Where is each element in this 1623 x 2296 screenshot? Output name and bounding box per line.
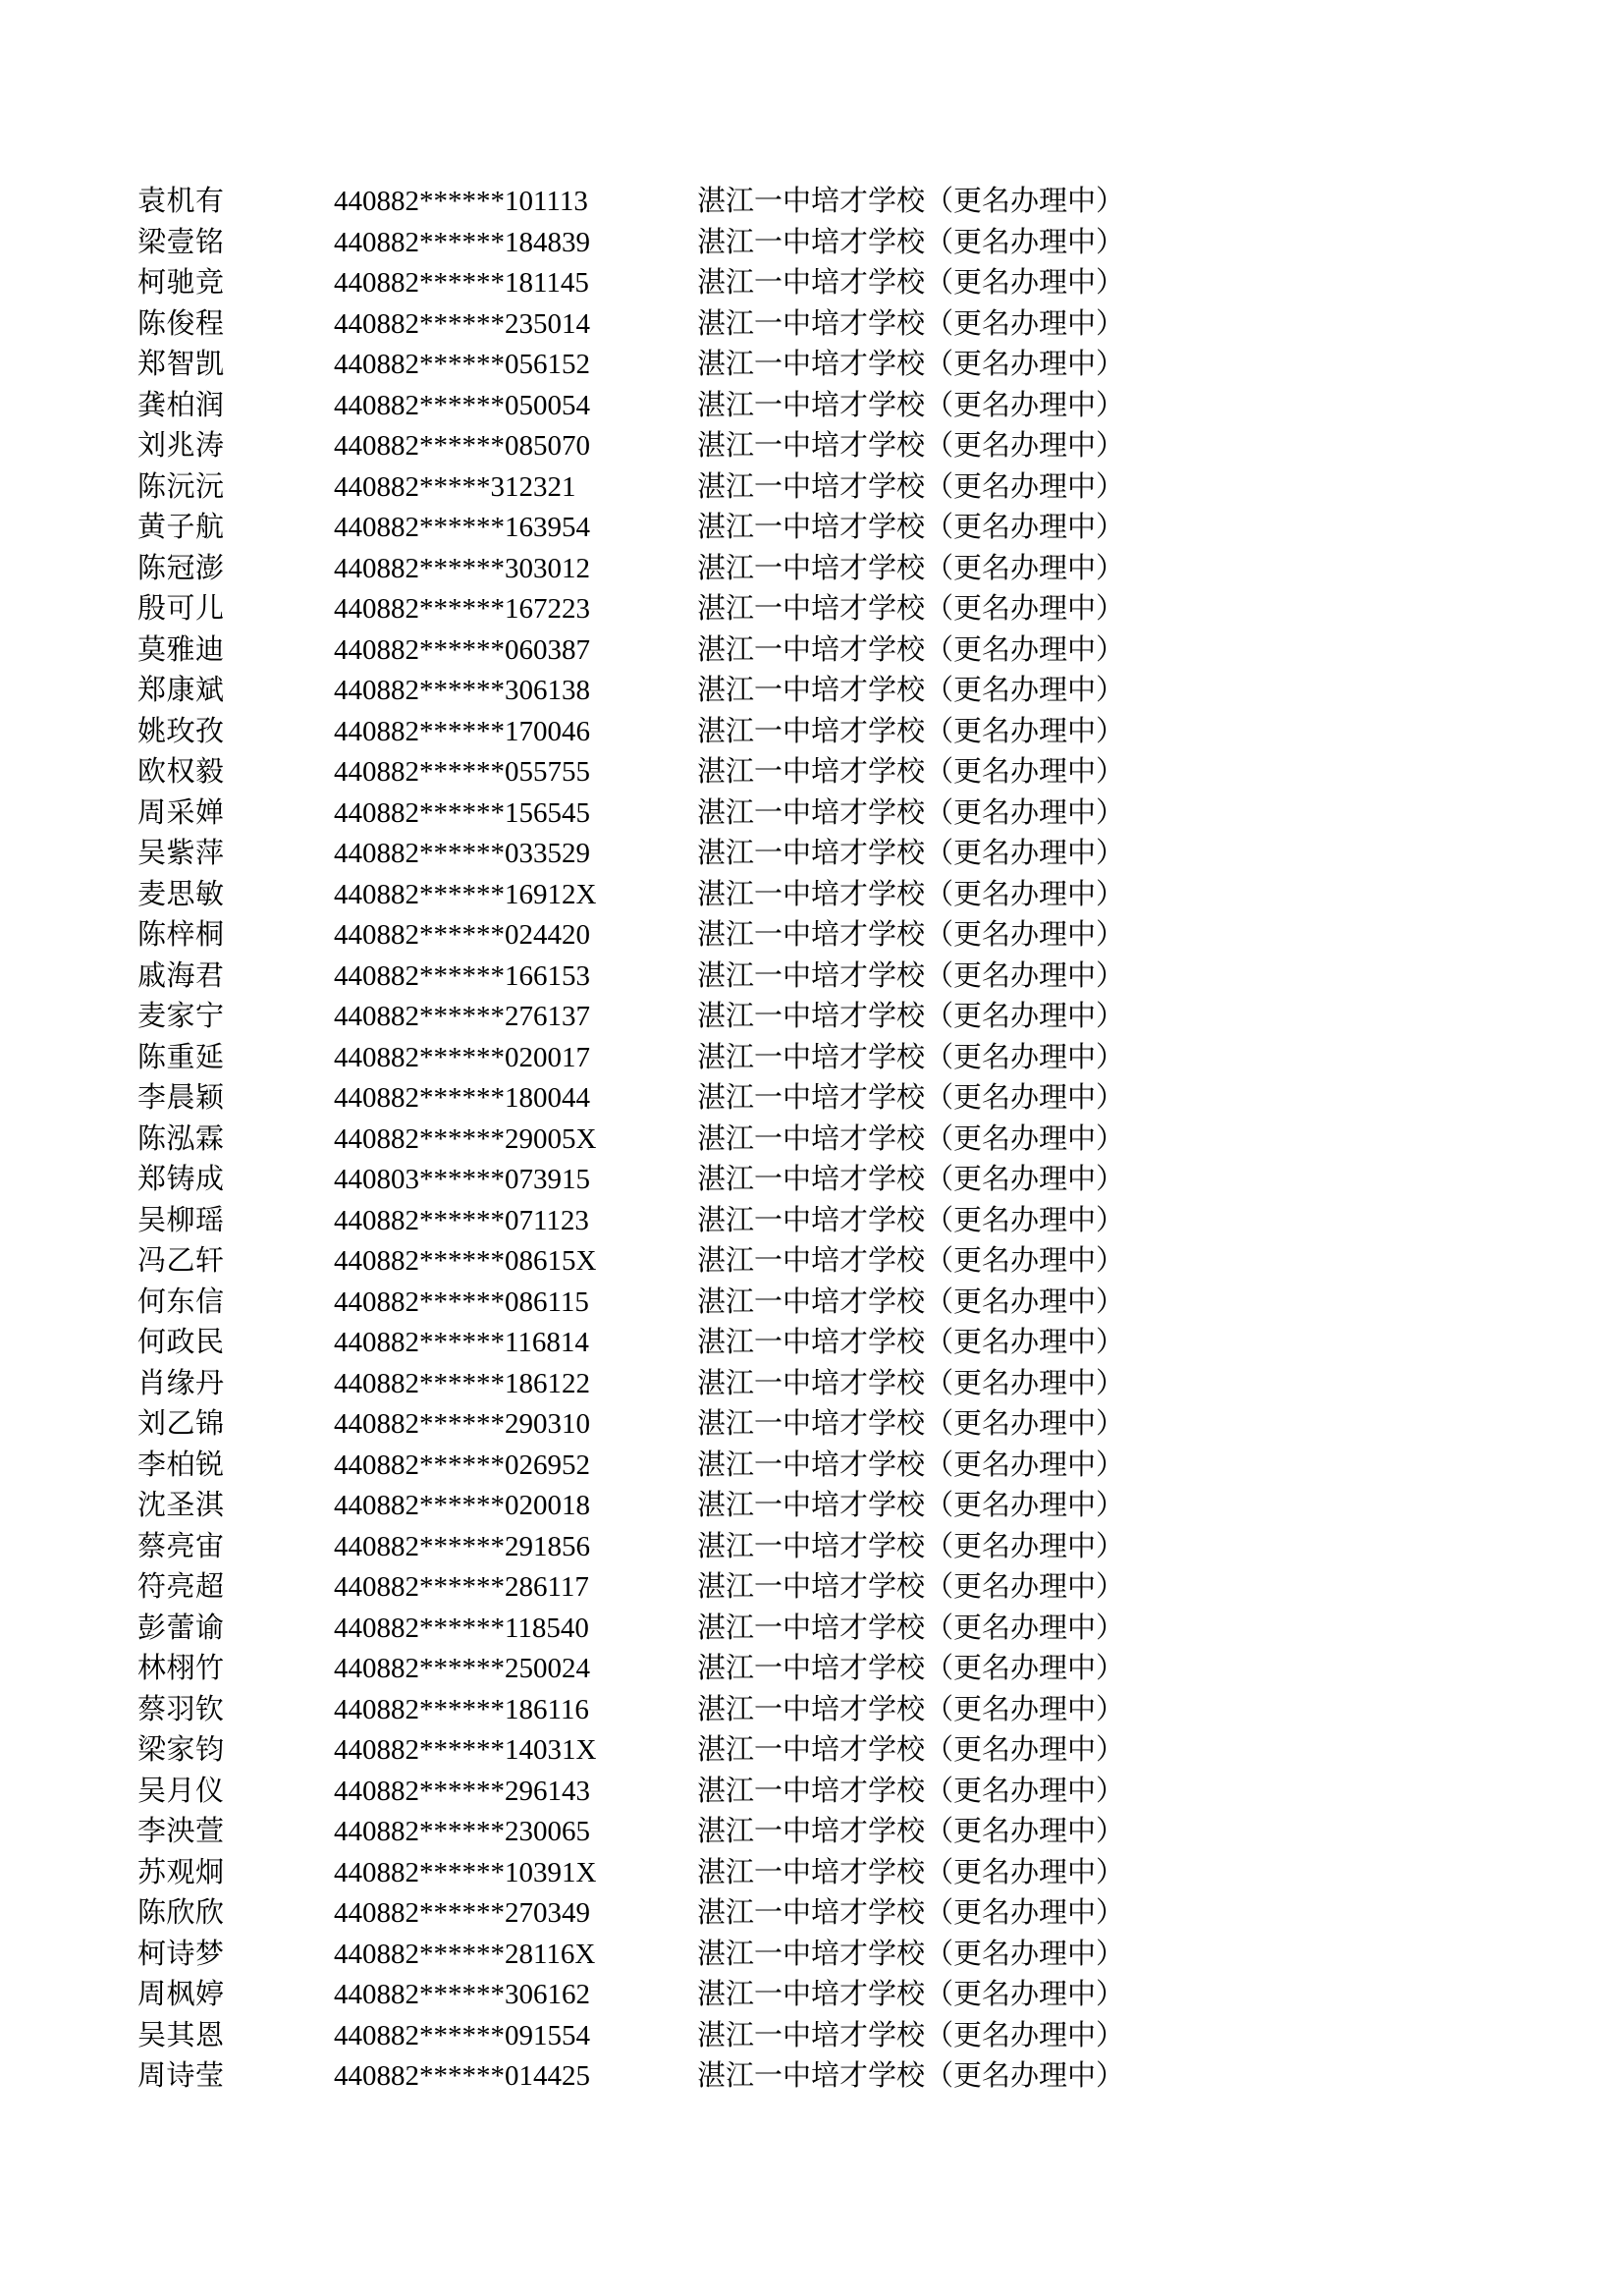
student-id-number: 440882******08615X [334,1245,597,1277]
student-id-number: 440882******024420 [334,919,590,951]
table-row [137,834,1208,875]
table-row [137,752,1208,793]
table-row [137,1283,1208,1324]
table-row [137,508,1208,549]
table-row [137,1404,1208,1446]
table-row [137,1730,1208,1772]
student-id-number: 440803******073915 [334,1164,590,1195]
table-row [137,1609,1208,1650]
student-id-number: 440882******060387 [334,633,590,666]
student-name: 林栩竹 [137,1653,225,1684]
student-school: 湛江一中培才学校（更名办理中） [697,389,1125,421]
table-row [137,1038,1208,1079]
student-id-number: 440882******056152 [334,349,590,380]
table-row [137,426,1208,467]
student-school: 湛江一中培才学校（更名办理中） [697,1164,1125,1195]
student-name: 黄子航 [137,512,225,543]
table-row [137,1323,1208,1364]
student-name: 苏观炯 [137,1856,225,1888]
student-id-number: 440882******230065 [334,1816,590,1847]
student-id-number: 440882******306138 [334,675,590,706]
student-name: 何政民 [137,1327,225,1358]
student-name: 麦思敏 [137,878,225,910]
student-name: 吴紫萍 [137,838,225,869]
table-row [137,875,1208,916]
table-row [137,1486,1208,1527]
student-school: 湛江一中培才学校（更名办理中） [697,1856,1125,1888]
student-name: 何东信 [137,1285,225,1318]
student-name: 梁壹铭 [137,226,225,258]
roster-table [137,182,1208,2098]
student-name: 柯诗梦 [137,1938,225,1970]
student-id-number: 440882******14031X [334,1734,597,1766]
student-id-number: 440882******026952 [334,1449,590,1481]
student-name: 姚玫孜 [137,715,225,747]
student-school: 湛江一中培才学校（更名办理中） [697,552,1125,584]
table-row [137,915,1208,957]
student-name: 郑智凯 [137,349,225,380]
table-row [137,2056,1208,2098]
student-name: 彭蕾谕 [137,1612,225,1644]
student-name: 周枫婷 [137,1979,225,2010]
student-id-number: 440882******286117 [334,1571,589,1603]
student-name: 沈圣淇 [137,1490,225,1521]
table-row [137,1527,1208,1568]
student-name: 陈欣欣 [137,1897,225,1929]
student-name: 柯驰竞 [137,267,225,299]
student-id-number: 440882******276137 [334,1001,590,1032]
student-school: 湛江一中培才学校（更名办理中） [697,226,1125,258]
student-school: 湛江一中培才学校（更名办理中） [697,633,1125,666]
student-name: 陈重延 [137,1041,225,1073]
table-row [137,957,1208,998]
student-id-number: 440882******163954 [334,512,590,543]
student-school: 湛江一中培才学校（更名办理中） [697,878,1125,910]
student-school: 湛江一中培才学校（更名办理中） [697,1367,1125,1399]
student-school: 湛江一中培才学校（更名办理中） [697,1653,1125,1684]
student-id-number: 440882******033529 [334,838,590,869]
table-row [137,589,1208,630]
student-school: 湛江一中培才学校（更名办理中） [697,307,1125,340]
table-row [137,793,1208,835]
student-name: 戚海君 [137,959,225,992]
student-name: 郑铸成 [137,1164,225,1195]
table-row [137,1241,1208,1283]
table-row [137,997,1208,1038]
table-row [137,2016,1208,2057]
student-school: 湛江一中培才学校（更名办理中） [697,1897,1125,1929]
student-name: 李柏锐 [137,1449,225,1481]
table-row [137,671,1208,712]
student-name: 李晨颖 [137,1082,225,1114]
student-name: 周采婵 [137,796,225,829]
student-id-number: 440882******184839 [334,226,590,258]
student-name: 吴柳瑶 [137,1204,225,1236]
table-row [137,1201,1208,1242]
student-school: 湛江一中培才学校（更名办理中） [697,1245,1125,1277]
student-school: 湛江一中培才学校（更名办理中） [697,1693,1125,1725]
table-row [137,345,1208,386]
student-school: 湛江一中培才学校（更名办理中） [697,715,1125,747]
student-school: 湛江一中培才学校（更名办理中） [697,430,1125,462]
table-row [137,1975,1208,2016]
table-row [137,1772,1208,1813]
student-school: 湛江一中培才学校（更名办理中） [697,838,1125,869]
student-school: 湛江一中培才学校（更名办理中） [697,1530,1125,1562]
student-school: 湛江一中培才学校（更名办理中） [697,593,1125,625]
student-name: 陈沅沅 [137,470,225,503]
table-row [137,1078,1208,1120]
student-id-number: 440882******10391X [334,1856,597,1888]
student-name: 袁机有 [137,186,225,217]
student-school: 湛江一中培才学校（更名办理中） [697,1612,1125,1644]
student-id-number: 440882******166153 [334,959,590,992]
student-id-number: 440882******306162 [334,1979,590,2010]
student-school: 湛江一中培才学校（更名办理中） [697,267,1125,299]
student-school: 湛江一中培才学校（更名办理中） [697,1734,1125,1766]
table-row [137,1935,1208,1976]
student-name: 吴其恩 [137,2019,225,2051]
student-id-number: 440882******290310 [334,1408,590,1440]
student-id-number: 440882******170046 [334,715,590,747]
student-school: 湛江一中培才学校（更名办理中） [697,1204,1125,1236]
student-name: 肖缘丹 [137,1367,225,1399]
table-row [137,1812,1208,1853]
student-school: 湛江一中培才学校（更名办理中） [697,1041,1125,1073]
table-row [137,1649,1208,1690]
table-row [137,182,1208,223]
student-name: 陈俊程 [137,307,225,340]
student-name: 蔡羽钦 [137,1693,225,1725]
student-id-number: 440882******16912X [334,878,597,910]
student-name: 吴月仪 [137,1775,225,1807]
table-row [137,630,1208,672]
student-school: 湛江一中培才学校（更名办理中） [697,1327,1125,1358]
student-school: 湛江一中培才学校（更名办理中） [697,1082,1125,1114]
student-school: 湛江一中培才学校（更名办理中） [697,959,1125,992]
table-row [137,223,1208,264]
student-school: 湛江一中培才学校（更名办理中） [697,1490,1125,1521]
student-school: 湛江一中培才学校（更名办理中） [697,1979,1125,2010]
student-school: 湛江一中培才学校（更名办理中） [697,1408,1125,1440]
student-name: 刘乙锦 [137,1408,225,1440]
student-id-number: 440882******303012 [334,552,590,584]
student-school: 湛江一中培才学校（更名办理中） [697,1816,1125,1847]
student-id-number: 440882******28116X [334,1938,596,1970]
student-id-number: 440882******186116 [334,1693,589,1725]
student-id-number: 440882******250024 [334,1653,590,1684]
student-id-number: 440882******118540 [334,1612,589,1644]
student-id-number: 440882******156545 [334,796,590,829]
student-name: 蔡亮宙 [137,1530,225,1562]
student-school: 湛江一中培才学校（更名办理中） [697,1449,1125,1481]
student-name: 陈泓霖 [137,1122,225,1155]
student-school: 湛江一中培才学校（更名办理中） [697,675,1125,706]
table-row [137,1446,1208,1487]
student-id-number: 440882******014425 [334,2060,590,2092]
student-id-number: 440882******180044 [334,1082,590,1114]
student-id-number: 440882******050054 [334,389,590,421]
student-name: 符亮超 [137,1571,225,1603]
student-id-number: 440882******071123 [334,1204,589,1236]
table-row [137,1853,1208,1894]
student-school: 湛江一中培才学校（更名办理中） [697,2060,1125,2092]
student-name: 欧权毅 [137,756,225,788]
student-id-number: 440882******116814 [334,1327,589,1358]
table-row [137,1567,1208,1609]
table-row [137,1893,1208,1935]
student-school: 湛江一中培才学校（更名办理中） [697,1775,1125,1807]
roster-table-body [137,182,1208,2098]
student-name: 周诗莹 [137,2060,225,2092]
table-row [137,1160,1208,1201]
table-row [137,386,1208,427]
table-row [137,1364,1208,1405]
table-row [137,1120,1208,1161]
student-name: 刘兆涛 [137,430,225,462]
student-id-number: 440882*****312321 [334,470,576,503]
student-id-number: 440882******235014 [334,307,590,340]
student-id-number: 440882******186122 [334,1367,590,1399]
student-school: 湛江一中培才学校（更名办理中） [697,349,1125,380]
table-row [137,1690,1208,1731]
student-id-number: 440882******085070 [334,430,590,462]
table-row [137,304,1208,346]
student-school: 湛江一中培才学校（更名办理中） [697,1285,1125,1318]
student-school: 湛江一中培才学校（更名办理中） [697,1938,1125,1970]
student-school: 湛江一中培才学校（更名办理中） [697,186,1125,217]
student-school: 湛江一中培才学校（更名办理中） [697,919,1125,951]
student-name: 陈梓桐 [137,919,225,951]
student-name: 殷可儿 [137,593,225,625]
student-name: 冯乙轩 [137,1245,225,1277]
student-id-number: 440882******055755 [334,756,590,788]
student-school: 湛江一中培才学校（更名办理中） [697,512,1125,543]
student-id-number: 440882******091554 [334,2019,590,2051]
table-row [137,467,1208,509]
student-id-number: 440882******29005X [334,1122,597,1155]
student-id-number: 440882******270349 [334,1897,590,1929]
student-id-number: 440882******020017 [334,1041,590,1073]
student-school: 湛江一中培才学校（更名办理中） [697,756,1125,788]
student-id-number: 440882******086115 [334,1285,589,1318]
table-row [137,263,1208,304]
student-id-number: 440882******167223 [334,593,590,625]
student-name: 李泱萱 [137,1816,225,1847]
student-school: 湛江一中培才学校（更名办理中） [697,796,1125,829]
table-row [137,712,1208,753]
student-name: 莫雅迪 [137,633,225,666]
student-school: 湛江一中培才学校（更名办理中） [697,1122,1125,1155]
student-school: 湛江一中培才学校（更名办理中） [697,1571,1125,1603]
table-row [137,549,1208,590]
student-name: 龚柏润 [137,389,225,421]
student-id-number: 440882******181145 [334,267,589,299]
student-school: 湛江一中培才学校（更名办理中） [697,2019,1125,2051]
student-school: 湛江一中培才学校（更名办理中） [697,470,1125,503]
student-name: 梁家钧 [137,1734,225,1766]
student-id-number: 440882******296143 [334,1775,590,1807]
student-name: 陈冠澎 [137,552,225,584]
student-id-number: 440882******020018 [334,1490,590,1521]
student-name: 麦家宁 [137,1001,225,1032]
student-id-number: 440882******291856 [334,1530,590,1562]
student-name: 郑康斌 [137,675,225,706]
student-id-number: 440882******101113 [334,186,588,217]
student-school: 湛江一中培才学校（更名办理中） [697,1001,1125,1032]
